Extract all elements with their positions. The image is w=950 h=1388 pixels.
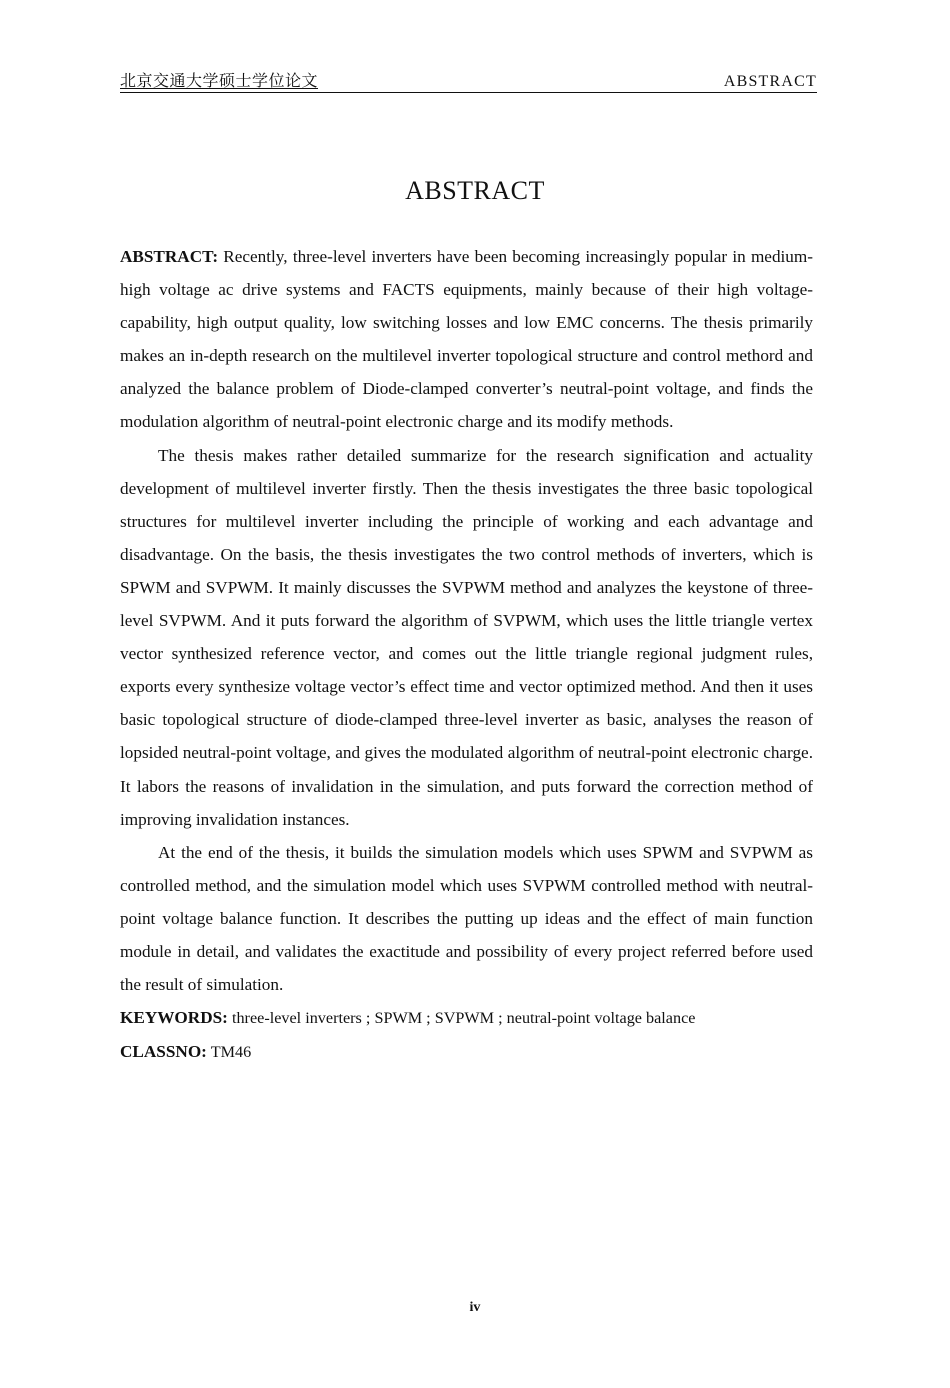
keywords-label: KEYWORDS: [120,1008,228,1028]
header-university-title: 北京交通大学硕士学位论文 [120,71,319,90]
page-title: ABSTRACT [405,176,545,205]
abstract-paragraph-1-text: Recently, three-level inverters have been becoming increasingly popular in medium-high voltage ac drive systems and FACTS equipments, mainly because of their high voltage-capability, high output quality, low switching losses and low EMC concerns. The thesis primarily makes an in-depth research on the multilevel inverter topological structure and control methord and analyzed the balance problem of Diode-clamped converter’s neutral-point voltage, and finds the modulation algorithm of neutral-point electronic charge and its modify methods. [120,247,813,432]
abstract-paragraph-2: The thesis makes rather detailed summarize for the research signification and actuality development of multilevel inverter firstly. Then the thesis investigates the three basic topological structures for multilevel inverter including the principle of working and each advantage and disadvantage. On the basis, the thesis investigates the two control methods of inverters, which is SPWM and SVPWM. It mainly discusses the SVPWM method and analyzes the keystone of three-level SVPWM. And it puts forward the algorithm of SVPWM, which uses the little triangle vertex vector synthesized reference vector, and comes out the little triangle regional judgment rules, exports every synthesize voltage vector’s effect time and vector optimized method. And then it uses basic topological structure of diode-clamped three-level inverter as basic, analyses the reason of lopsided neutral-point voltage, and gives the modulated algorithm of neutral-point electronic charge. It labors the reasons of invalidation in the simulation, and puts forward the correction method of improving invalidation instances. [120,445,813,829]
abstract-paragraph-3: At the end of the thesis, it builds the simulation models which uses SPWM and SVPWM as controlled method, and the simulation model which uses SVPWM controlled method with neutral-point voltage balance function. It describes the putting up ideas and the effect of main function module in detail, and validates the exactitude and possibility of every project referred before used the result of simulation. [120,842,813,995]
classno-value: TM46 [210,1043,252,1062]
classno-label: CLASSNO: [120,1042,207,1062]
keywords-line [120,1001,813,1035]
page-number: iv [469,1300,481,1315]
abstract-lead-label: ABSTRACT: [120,247,219,266]
abstract-paragraph-1 [120,240,813,439]
running-header [120,70,817,93]
abstract-body [120,240,813,1069]
classno-line [120,1035,813,1069]
header-section-title: ABSTRACT [723,73,817,90]
keywords-value: three-level inverters ; SPWM ; SVPWM ; neutral-point voltage balance [231,1009,696,1028]
